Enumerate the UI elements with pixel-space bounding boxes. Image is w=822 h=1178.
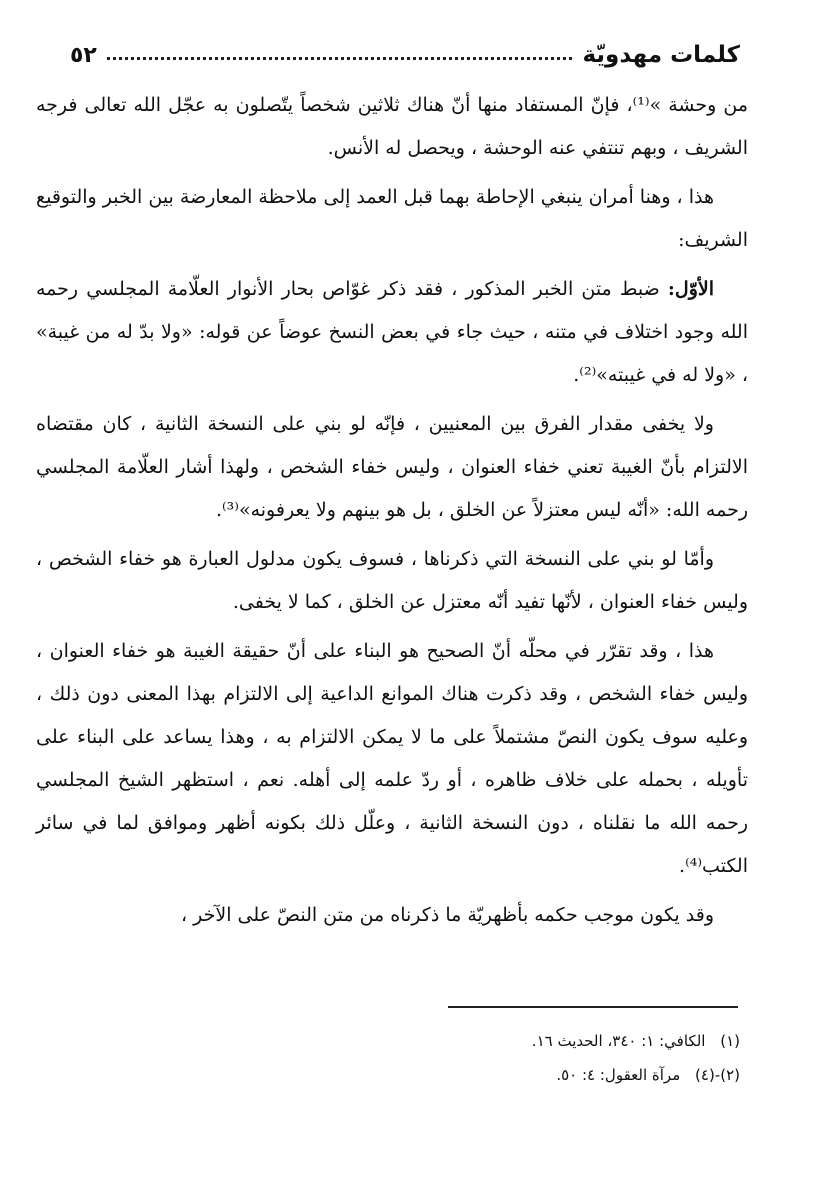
footnote-number: (١) — [720, 1032, 740, 1050]
paragraph-keyword: الأوّل: — [667, 278, 714, 300]
footnote-1 — [260, 1024, 740, 1058]
paragraph-4 — [36, 403, 748, 532]
footnotes — [260, 1024, 740, 1092]
paragraph-2 — [36, 176, 748, 262]
paragraph-6 — [36, 630, 748, 888]
paragraph-text: ولا يخفى مقدار الفرق بين المعنيين ، فإنّه لو بني على النسخة الثانية ، كان مقتضاه الالتزام بأنّ الغيبة تعني خفاء العنوان ، وليس خفاء الشخص ، ولهذا أشار العلّامة المجلسي رحمه الله: «أنّه ليس معتزلاً عن الخلق ، بل هو بينهم ولا يعرفونه»⁽³⁾. — [36, 413, 748, 521]
main-text — [36, 84, 748, 943]
paragraph-text: وقد يكون موجب حكمه بأظهريّة ما ذكرناه من متن النصّ على الآخر ، — [181, 904, 714, 926]
paragraph-text: ضبط متن الخبر المذكور ، فقد ذكر غوّاص بحار الأنوار العلّامة المجلسي رحمه الله وجود اختلاف في متنه ، حيث جاء في بعض النسخ عوضاً عن قوله: «ولا بدّ له من غيبة» ، «ولا له في غيبته»⁽²⁾. — [36, 278, 748, 386]
footnote-number: (٢)-(٤) — [695, 1066, 740, 1084]
paragraph-5 — [36, 538, 748, 624]
footnote-text: الكافي: ١: ٣٤٠، الحديث ١٦. — [531, 1032, 706, 1050]
paragraph-text: وأمّا لو بني على النسخة التي ذكرناها ، فسوف يكون مدلول العبارة هو خفاء الشخص ، وليس خفاء العنوان ، لأنّها تفيد أنّه معتزل عن الخلق ، كما لا يخفى. — [36, 548, 748, 613]
header-dot-leader — [107, 57, 573, 60]
paragraph-1 — [36, 84, 748, 170]
footnote-separator — [448, 1006, 738, 1008]
page-number: ٥٢ — [70, 43, 97, 68]
header-title: كلمات مهدويّة — [582, 42, 740, 68]
footnote-2 — [260, 1058, 740, 1092]
running-header — [70, 24, 740, 68]
paragraph-text: هذا ، وقد تقرّر في محلّه أنّ الصحيح هو البناء على أنّ حقيقة الغيبة هو خفاء العنوان ، وليس خفاء الشخص ، وقد ذكرت هناك الموانع الداعية إلى الالتزام بهذا المعنى دون ذلك ، وعليه سوف يكون النصّ مشتملاً على ما لا يمكن الالتزام به ، وهذا يساعد على البناء على تأويله ، بحمله على خلاف ظاهره ، أو ردّ علمه إلى أهله. نعم ، استظهر الشيخ المجلسي رحمه الله ما نقلناه ، دون النسخة الثانية ، وعلّل ذلك بكونه أظهر وموافق لما في سائر الكتب⁽⁴⁾. — [36, 640, 748, 877]
paragraph-3 — [36, 268, 748, 397]
footnote-text: مرآة العقول: ٤: ٥٠. — [556, 1066, 681, 1084]
paragraph-text: من وحشة »⁽¹⁾، فإنّ المستفاد منها أنّ هناك ثلاثين شخصاً يتّصلون به عجّل الله تعالى فرجه الشريف ، وبهم تنتفي عنه الوحشة ، ويحصل له الأنس. — [36, 94, 748, 159]
paragraph-7 — [36, 894, 748, 937]
paragraph-text: هذا ، وهنا أمران ينبغي الإحاطة بهما قبل العمد إلى ملاحظة المعارضة بين الخبر والتوقيع الشريف: — [36, 186, 748, 251]
